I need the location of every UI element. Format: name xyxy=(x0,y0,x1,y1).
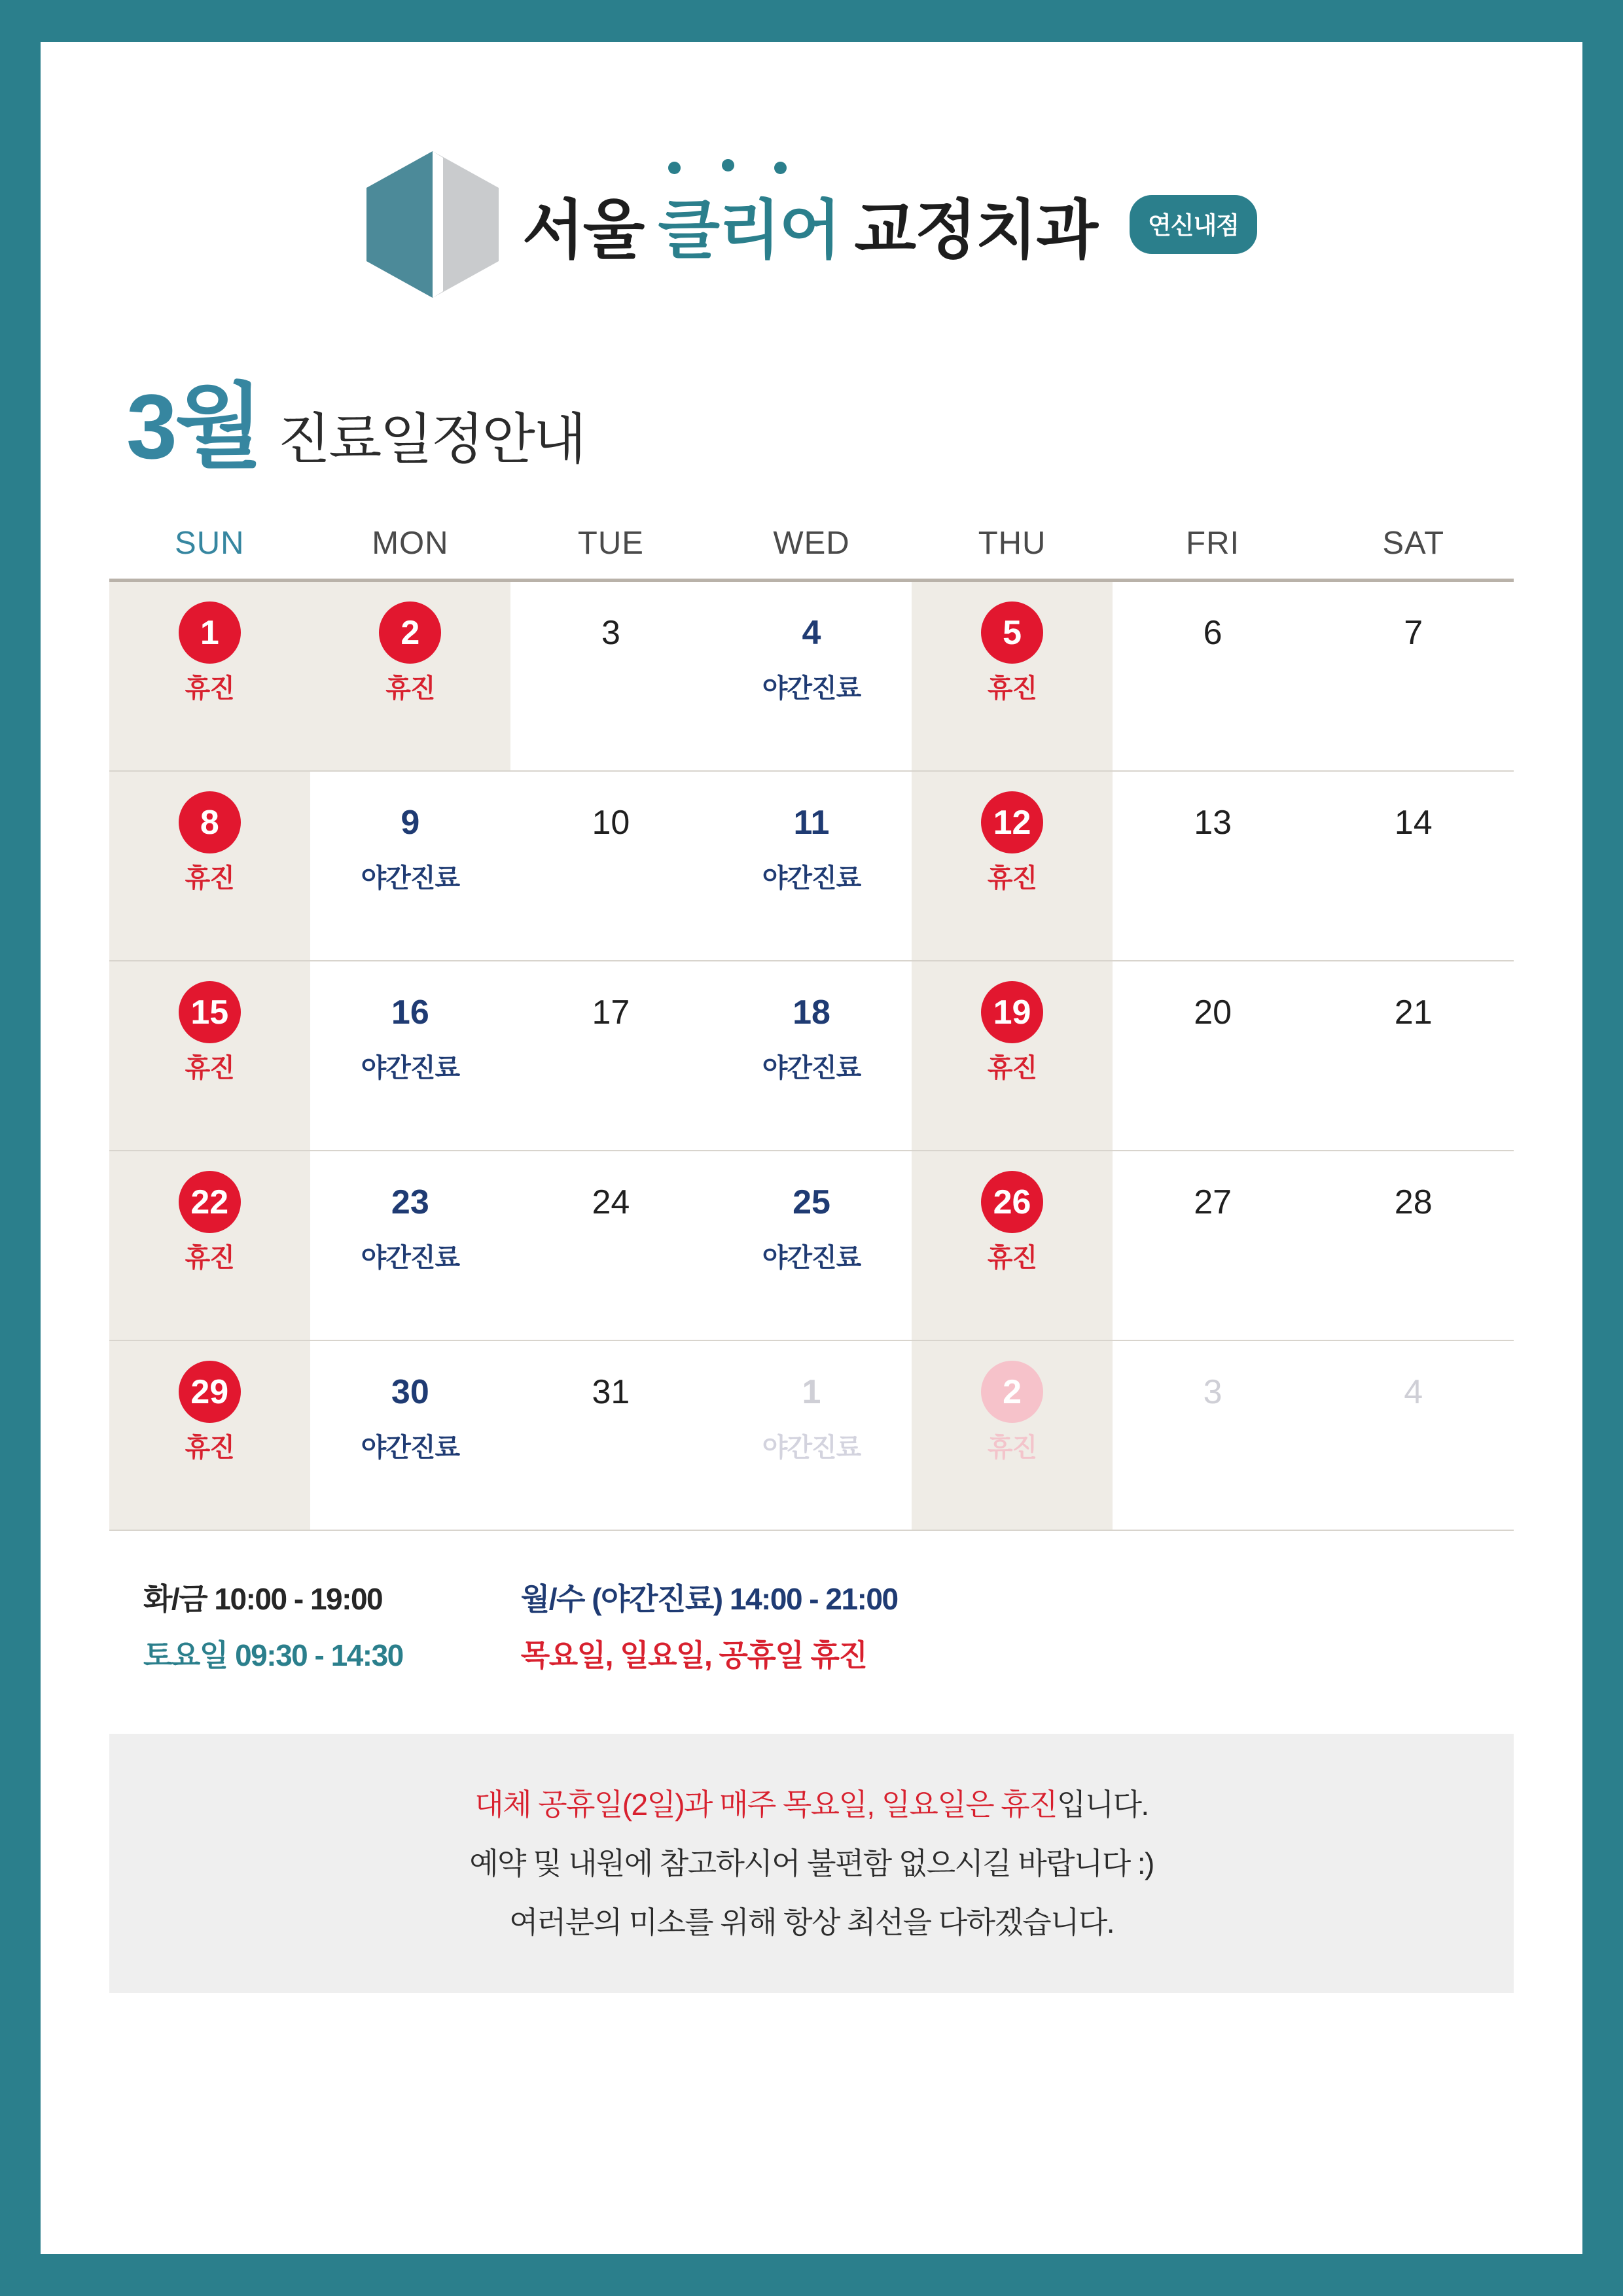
calendar-week-row xyxy=(109,772,1514,961)
calendar-day-number: 1 xyxy=(179,601,241,664)
calendar-day-tag: 휴진 xyxy=(185,674,234,703)
calendar-week-row xyxy=(109,1341,1514,1531)
hours-column-left xyxy=(143,1575,403,1675)
brand-name xyxy=(522,179,1097,271)
calendar-day-number: 17 xyxy=(592,993,630,1031)
calendar-day-number: 14 xyxy=(1394,803,1433,842)
calendar-day-cell[interactable] xyxy=(109,582,310,770)
title-month: 3월 xyxy=(126,375,261,478)
notice-line-3: 여러분의 미소를 위해 항상 최선을 다하겠습니다. xyxy=(509,1905,1114,1939)
hexagon-logo-icon xyxy=(366,150,500,299)
calendar-day-cell[interactable] xyxy=(1113,1151,1313,1340)
calendar-day-number: 4 xyxy=(802,613,821,652)
brand-header xyxy=(109,150,1514,299)
calendar-day-tag: 휴진 xyxy=(987,1244,1037,1272)
calendar xyxy=(109,525,1514,1531)
weekday-sun: SUN xyxy=(175,526,245,561)
poster-card xyxy=(41,42,1582,2254)
brand-name-accent: 클리어 xyxy=(658,193,840,266)
calendar-day-number: 3 xyxy=(1203,1372,1222,1411)
calendar-day-number: 2 xyxy=(981,1361,1043,1423)
brand-name-part1: 서울 xyxy=(522,193,644,266)
notice-box xyxy=(109,1734,1514,1993)
calendar-day-tag: 휴진 xyxy=(987,864,1037,893)
opening-hours xyxy=(109,1575,1514,1675)
calendar-day-number: 13 xyxy=(1194,803,1232,842)
calendar-day-cell[interactable] xyxy=(310,1151,511,1340)
calendar-day-cell[interactable] xyxy=(912,1341,1113,1530)
calendar-day-number: 2 xyxy=(379,601,441,664)
calendar-day-cell[interactable] xyxy=(510,582,711,770)
calendar-day-number: 23 xyxy=(391,1183,429,1221)
calendar-day-number: 15 xyxy=(179,981,241,1043)
calendar-week-row xyxy=(109,582,1514,772)
weekday-mon: MON xyxy=(372,526,449,561)
calendar-day-cell[interactable] xyxy=(1313,1341,1514,1530)
brand-name-accent-wrap xyxy=(658,179,840,271)
calendar-day-cell[interactable] xyxy=(510,1151,711,1340)
calendar-day-cell[interactable] xyxy=(510,772,711,960)
notice-line-1-rest: 입니다. xyxy=(1056,1787,1149,1821)
calendar-day-number: 18 xyxy=(793,993,830,1031)
weekday-thu: THU xyxy=(978,526,1046,561)
calendar-day-number: 8 xyxy=(179,791,241,853)
calendar-day-cell[interactable] xyxy=(109,1341,310,1530)
calendar-day-cell[interactable] xyxy=(109,961,310,1150)
calendar-day-cell[interactable] xyxy=(1113,1341,1313,1530)
calendar-day-tag: 야간진료 xyxy=(762,1244,861,1272)
page-title xyxy=(126,375,1514,478)
calendar-day-cell[interactable] xyxy=(912,582,1113,770)
weekday-sat: SAT xyxy=(1382,526,1445,561)
calendar-day-tag: 야간진료 xyxy=(762,864,861,893)
title-subtitle: 진료일정안내 xyxy=(277,408,584,470)
calendar-day-cell[interactable] xyxy=(310,582,511,770)
calendar-day-tag: 휴진 xyxy=(987,674,1037,703)
calendar-day-tag: 야간진료 xyxy=(361,1433,460,1462)
calendar-day-cell[interactable] xyxy=(711,1151,912,1340)
calendar-day-tag: 야간진료 xyxy=(762,1054,861,1083)
calendar-day-cell[interactable] xyxy=(912,961,1113,1150)
calendar-day-cell[interactable] xyxy=(711,1341,912,1530)
calendar-day-cell[interactable] xyxy=(711,961,912,1150)
calendar-day-number: 29 xyxy=(179,1361,241,1423)
calendar-day-number: 30 xyxy=(391,1372,429,1411)
calendar-day-number: 21 xyxy=(1394,993,1433,1031)
calendar-day-tag: 휴진 xyxy=(987,1433,1037,1462)
calendar-day-number: 4 xyxy=(1404,1372,1423,1411)
hours-column-right xyxy=(521,1575,898,1675)
calendar-day-cell[interactable] xyxy=(711,582,912,770)
calendar-day-number: 16 xyxy=(391,993,429,1031)
calendar-day-cell[interactable] xyxy=(109,1151,310,1340)
calendar-week-row xyxy=(109,1151,1514,1341)
hours-line-weekday: 화/금 10:00 - 19:00 xyxy=(143,1582,383,1616)
calendar-day-tag: 야간진료 xyxy=(361,1054,460,1083)
calendar-weekday-header xyxy=(109,525,1514,582)
weekday-wed: WED xyxy=(773,526,850,561)
calendar-day-cell[interactable] xyxy=(1113,772,1313,960)
notice-line-1 xyxy=(474,1781,1148,1824)
calendar-day-number: 22 xyxy=(179,1171,241,1233)
calendar-day-cell[interactable] xyxy=(711,772,912,960)
calendar-day-number: 1 xyxy=(802,1372,821,1411)
calendar-day-number: 5 xyxy=(981,601,1043,664)
calendar-day-cell[interactable] xyxy=(310,772,511,960)
calendar-day-number: 19 xyxy=(981,981,1043,1043)
calendar-day-tag: 야간진료 xyxy=(762,674,861,703)
weekday-fri: FRI xyxy=(1186,526,1240,561)
calendar-day-cell[interactable] xyxy=(1113,582,1313,770)
calendar-day-tag: 휴진 xyxy=(385,674,435,703)
calendar-day-tag: 휴진 xyxy=(185,1433,234,1462)
calendar-day-cell[interactable] xyxy=(912,1151,1113,1340)
calendar-day-tag: 야간진료 xyxy=(361,1244,460,1272)
calendar-day-cell[interactable] xyxy=(510,1341,711,1530)
calendar-day-number: 10 xyxy=(592,803,630,842)
calendar-weeks xyxy=(109,582,1514,1531)
calendar-day-cell[interactable] xyxy=(310,961,511,1150)
calendar-day-number: 24 xyxy=(592,1183,630,1221)
calendar-day-tag: 야간진료 xyxy=(762,1433,861,1462)
calendar-day-tag: 야간진료 xyxy=(361,864,460,893)
calendar-day-number: 26 xyxy=(981,1171,1043,1233)
calendar-day-tag: 휴진 xyxy=(987,1054,1037,1083)
calendar-day-tag: 휴진 xyxy=(185,864,234,893)
calendar-day-number: 27 xyxy=(1194,1183,1232,1221)
calendar-day-number: 11 xyxy=(793,803,830,842)
calendar-day-cell[interactable] xyxy=(1313,582,1514,770)
calendar-day-number: 25 xyxy=(793,1183,830,1221)
branch-badge: 연신내점 xyxy=(1130,195,1257,254)
calendar-day-cell[interactable] xyxy=(1313,772,1514,960)
calendar-day-cell[interactable] xyxy=(1113,961,1313,1150)
hours-line-night: 월/수 (야간진료) 14:00 - 21:00 xyxy=(520,1582,898,1616)
calendar-day-number: 3 xyxy=(601,613,620,652)
notice-line-1-highlight: 대체 공휴일(2일)과 매주 목요일, 일요일은 휴진 xyxy=(474,1787,1057,1821)
hours-line-closed: 목요일, 일요일, 공휴일 휴진 xyxy=(520,1638,867,1672)
brand-dots-icon xyxy=(664,159,846,179)
notice-line-2: 예약 및 내원에 참고하시어 불편함 없으시길 바랍니다 :) xyxy=(469,1846,1154,1880)
calendar-day-number: 7 xyxy=(1404,613,1423,652)
calendar-day-tag: 휴진 xyxy=(185,1054,234,1083)
calendar-week-row xyxy=(109,961,1514,1151)
calendar-day-tag: 휴진 xyxy=(185,1244,234,1272)
calendar-day-cell[interactable] xyxy=(912,772,1113,960)
hours-line-saturday: 토요일 09:30 - 14:30 xyxy=(143,1638,403,1672)
calendar-day-cell[interactable] xyxy=(310,1341,511,1530)
calendar-day-cell[interactable] xyxy=(510,961,711,1150)
brand-name-part2: 교정치과 xyxy=(854,193,1097,266)
calendar-day-number: 6 xyxy=(1203,613,1222,652)
calendar-day-number: 31 xyxy=(592,1372,630,1411)
calendar-day-number: 9 xyxy=(401,803,420,842)
calendar-day-cell[interactable] xyxy=(109,772,310,960)
calendar-day-number: 20 xyxy=(1194,993,1232,1031)
weekday-tue: TUE xyxy=(577,526,644,561)
calendar-day-cell[interactable] xyxy=(1313,1151,1514,1340)
calendar-day-cell[interactable] xyxy=(1313,961,1514,1150)
calendar-day-number: 12 xyxy=(981,791,1043,853)
calendar-day-number: 28 xyxy=(1394,1183,1433,1221)
